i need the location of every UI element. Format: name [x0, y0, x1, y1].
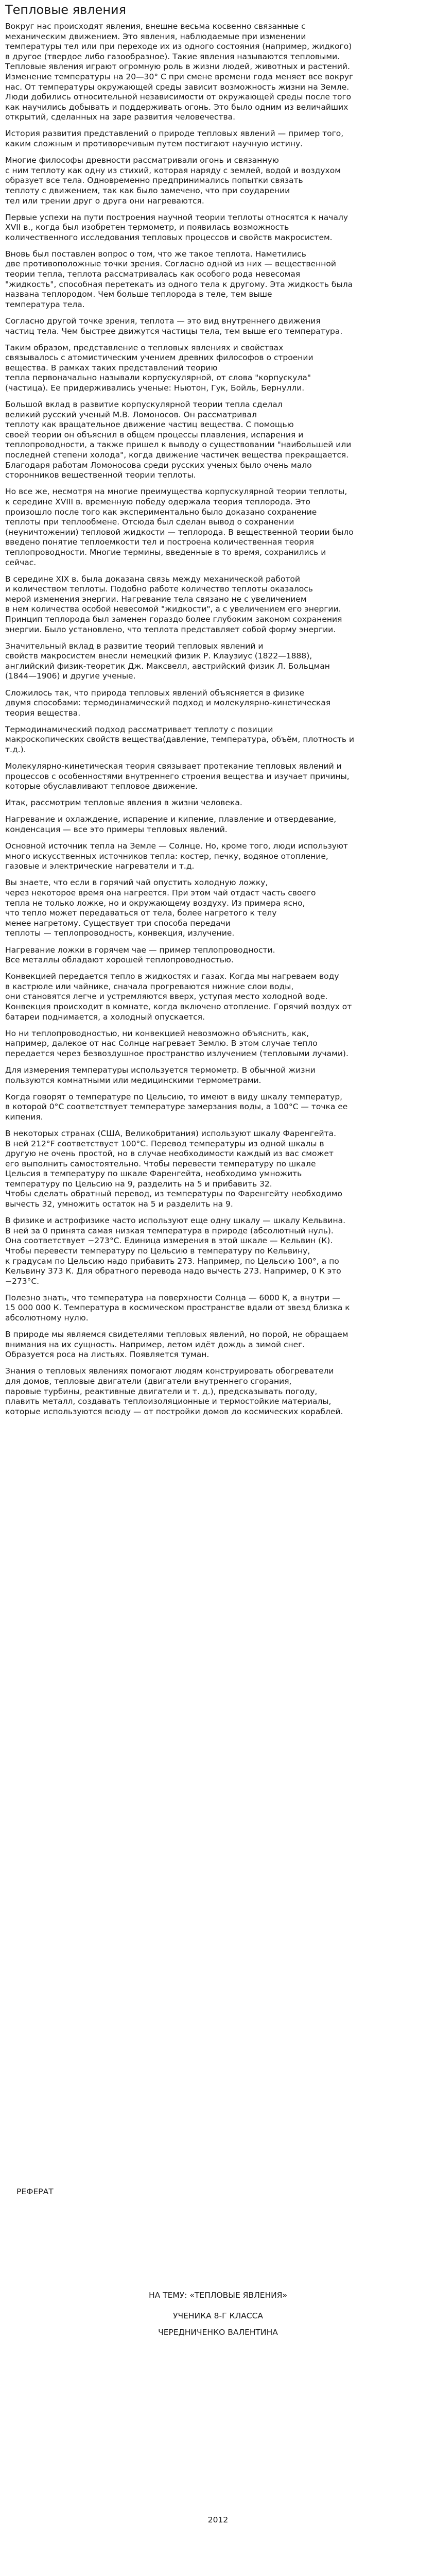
- paragraph: В природе мы являемся свидетелями тепловых явлений, но порой, не обращаем внимания на их сущность. Например, летом идёт дождь а зимой снег. Образуется роса на листьях. Появляется туман.: [5, 1330, 348, 1360]
- paragraph: Полезно знать, что температура на поверхности Солнца — 6000 К, а внутри — 15 000 000 К. Температура в космическом пространстве вдали от звезд близка к абсолютному нулю.: [5, 1293, 350, 1323]
- paragraph: Термодинамический подход рассматривает теплоту с позиции макроскопических свойств вещества(давление, температура, объём, плотность и т.д.).: [5, 724, 355, 754]
- paragraph: Сложилось так, что природа тепловых явлений объясняется в физике двумя способами: термодинамический подход и молекулярно-кинетическая теория вещества.: [5, 688, 331, 718]
- topic-line: НА ТЕМУ: «ТЕПЛОВЫЕ ЯВЛЕНИЯ»: [148, 2291, 288, 2300]
- year-label: 2012: [207, 2515, 229, 2524]
- paragraph: Вокруг нас происходят явления, внешне весьма косвенно связанные с механическим движением. Это явления, наблюдаемые при изменении температуры тел или при переходе их из одного состояния (например, жидкого) в другое (твердое либо газообразное). Такие явления называются тепловыми. Тепловые явления играют огромную роль в жизни людей, животных и растений. Изменение температуры на 20—30° С при смене времени года меняет все вокруг нас. От температуры окружающей среды зависит возможность жизни на Земле. Люди добились относительной независимости от окружающей среды после того как научились добывать и поддерживать огонь. Это было одним из величайших открытий, сделанных на заре развития человечества.: [5, 22, 354, 122]
- paragraph: Но все же, несмотря на многие преимущества корпускулярной теории теплоты, к середине XVIII в. временную победу одержала теория теплорода. Это произошло после того как экспериментально было доказано сохранение теплоты при теплообмене. Отсюда был сделан вывод о сохранении (неуничтожении) тепловой жидкости — теплорода. В вещественной теории было введено понятие теплоемкости тел и построена количественная теория теплопроводности. Многие термины, введенные в то время, сохранились и сейчас.: [5, 487, 354, 567]
- paragraph: История развития представлений о природе тепловых явлений — пример того, каким сложным и противоречивым путем постигают научную истину.: [5, 129, 344, 149]
- student-class-line: УЧЕНИКА 8-Г КЛАССА: [173, 2311, 263, 2320]
- paragraph: Нагревание и охлаждение, испарение и кипение, плавление и отвердевание, конденсация — все это примеры тепловых явлений.: [5, 815, 337, 835]
- paragraph: Основной источник тепла на Земле — Солнце. Но, кроме того, люди используют много искусственных источников тепла: костер, печку, водяное отопление, газовые и электрические нагреватели и т.д.: [5, 841, 348, 871]
- student-name-line: ЧЕРЕДНИЧЕНКО ВАЛЕНТИНА: [158, 2328, 278, 2337]
- paragraph: Значительный вклад в развитие теорий тепловых явлений и свойств макросистем внесли немецкий физик Р. Клаузиус (1822—1888), английский физик-теоретик Дж. Максвелл, австрийский физик Л. Больцман (1844—1906) и другие ученые.: [5, 641, 330, 681]
- paragraph: Большой вклад в развитие корпускулярной теории тепла сделал великий русский ученый М.В. Ломоносов. Он рассматривал теплоту как вращательное движение частиц вещества. С помощью своей теории он объяснил в общем процессы плавления, испарения и теплопроводности, а также пришел к выводу о существовании "наибольшей или последней степени холода", когда движение частичек вещества прекращается. Благодаря работам Ломоносова среди русских ученых было очень мало сторонников вещественной теории теплоты.: [5, 400, 352, 480]
- paragraph: Таким образом, представление о тепловых явлениях и свойствах связывалось с атомистическим учением древних философов о строении вещества. В рамках таких представлений теорию тепла первоначально называли корпускулярной, от слова "корпускула" (частица). Ее придерживались ученые: Ньютон, Гук, Бойль, Бернулли.: [5, 343, 313, 393]
- paragraph: Когда говорят о температуре по Цельсию, то имеют в виду шкалу температур, в которой 0°С соответствует температуре замерзания воды, а 100°С — точка ее кипения.: [5, 1092, 348, 1122]
- paragraph: В физике и астрофизике часто используют еще одну шкалу — шкалу Кельвина. В ней за 0 принята самая низкая температура в природе (абсолютный нуль). Она соответствует −273°С. Единица измерения в этой шкале — Кельвин (К). Чтобы перевести температуру по Цельсию в температуру по Кельвину, к градусам по Цельсию надо прибавить 273. Например, по Цельсию 100°, а по Кельвину 373 К. Для обратного перевода надо вычесть 273. Например, 0 К это −273°С.: [5, 1216, 346, 1286]
- paragraph: Итак, рассмотрим тепловые явления в жизни человека.: [5, 798, 242, 808]
- paragraph: Многие философы древности рассматривали огонь и связанную с ним теплоту как одну из стихий, которая наряду с землей, водой и воздухом образует все тела. Одновременно предпринимались попытки связать теплоту с движением, так как было замечено, что при соударении тел или трении друг о друга они нагреваются.: [5, 156, 341, 206]
- paragraph: Но ни теплопроводностью, ни конвекцией невозможно объяснить, как, например, далекое от нас Солнце нагревает Землю. В этом случае тепло передается через безвоздушное пространство излучением (тепловыми лучами).: [5, 1028, 348, 1058]
- paragraph: Знания о тепловых явлениях помогают людям конструировать обогреватели для домов, тепловые двигатели (двигатели внутреннего сгорания, паровые турбины, реактивные двигатели и т. д.), предсказывать погоду, плавить металл, создавать теплоизоляционные и термостойкие материалы, которые используются всюду — от постройки домов до космических кораблей.: [5, 1366, 343, 1416]
- paragraph: Нагревание ложки в горячем чае — пример теплопроводности. Все металлы обладают хорошей теплопроводностью.: [5, 945, 275, 965]
- paragraph: Конвекцией передается тепло в жидкостях и газах. Когда мы нагреваем воду в кастрюле или чайнике, сначала прогреваются нижние слои воды, они становятся легче и устремляются вверх, уступая место холодной воде. Конвекция происходит в комнате, когда включено отопление. Горячий воздух от батареи поднимается, а холодный опускается.: [5, 972, 352, 1022]
- paragraph: Молекулярно-кинетическая теория связывает протекание тепловых явлений и процессов с особенностями внутреннего строения вещества и изучает причины, которые обуславливают тепловое движение.: [5, 761, 350, 791]
- paragraph: В середине XIX в. была доказана связь между механической работой и количеством теплоты. Подобно работе количество теплоты оказалось мерой изменения энергии. Нагревание тела связано не с увеличением в нем количества особой невесомой "жидкости", а с увеличением его энергии. Принцип теплорода был заменен гораздо более глубоким законом сохранения энергии. Было установлено, что теплота представляет собой форму энергии.: [5, 574, 342, 634]
- doc-type-label: РЕФЕРАТ: [16, 2187, 54, 2196]
- paragraph: Вы знаете, что если в горячий чай опустить холодную ложку, через некоторое время она нагреется. При этом чай отдаст часть своего тепла не только ложке, но и окружающему воздуху. Из примера ясно, что тепло может передаваться от тела, более нагретого к телу менее нагретому. Существует три способа передачи теплоты — теплопроводность, конвекция, излучение.: [5, 878, 316, 938]
- paragraph: Согласно другой точке зрения, теплота — это вид внутреннего движения частиц тела. Чем быстрее движутся частицы тела, тем выше его температура.: [5, 316, 343, 336]
- paragraph: Для измерения температуры используется термометр. В обычной жизни пользуются комнатными или медицинскими термометрами.: [5, 1065, 316, 1085]
- paragraph: В некоторых странах (США, Великобритания) используют шкалу Фаренгейта. В ней 212°F соответствует 100°С. Перевод температуры из одной шкалы в другую не очень простой, но в случае необходимости каждый из вас сможет его выполнить самостоятельно. Чтобы перевести температуру по шкале Цельсия в температуру по шкале Фаренгейта, необходимо умножить температуру по Цельсию на 9, разделить на 5 и прибавить 32. Чтобы сделать обратный перевод, из температуры по Фаренгейту необходимо вычесть 32, умножить остаток на 5 и разделить на 9.: [5, 1128, 342, 1209]
- document-body: [5, 22, 431, 1417]
- paragraph: Вновь был поставлен вопрос о том, что же такое теплота. Наметились две противоположные точки зрения. Согласно одной из них — вещественной теории тепла, теплота рассматривалась как особого рода невесомая "жидкость", способная перетекать из одного тела к другому. Эта жидкость была названа теплородом. Чем больше теплорода в теле, тем выше температура тела.: [5, 249, 353, 309]
- paragraph: Первые успехи на пути построения научной теории теплоты относятся к началу XVII в., когда был изобретен термометр, и появилась возможность количественного исследования тепловых процессов и свойств макросистем.: [5, 212, 348, 242]
- document-title: Тепловые явления: [5, 3, 127, 17]
